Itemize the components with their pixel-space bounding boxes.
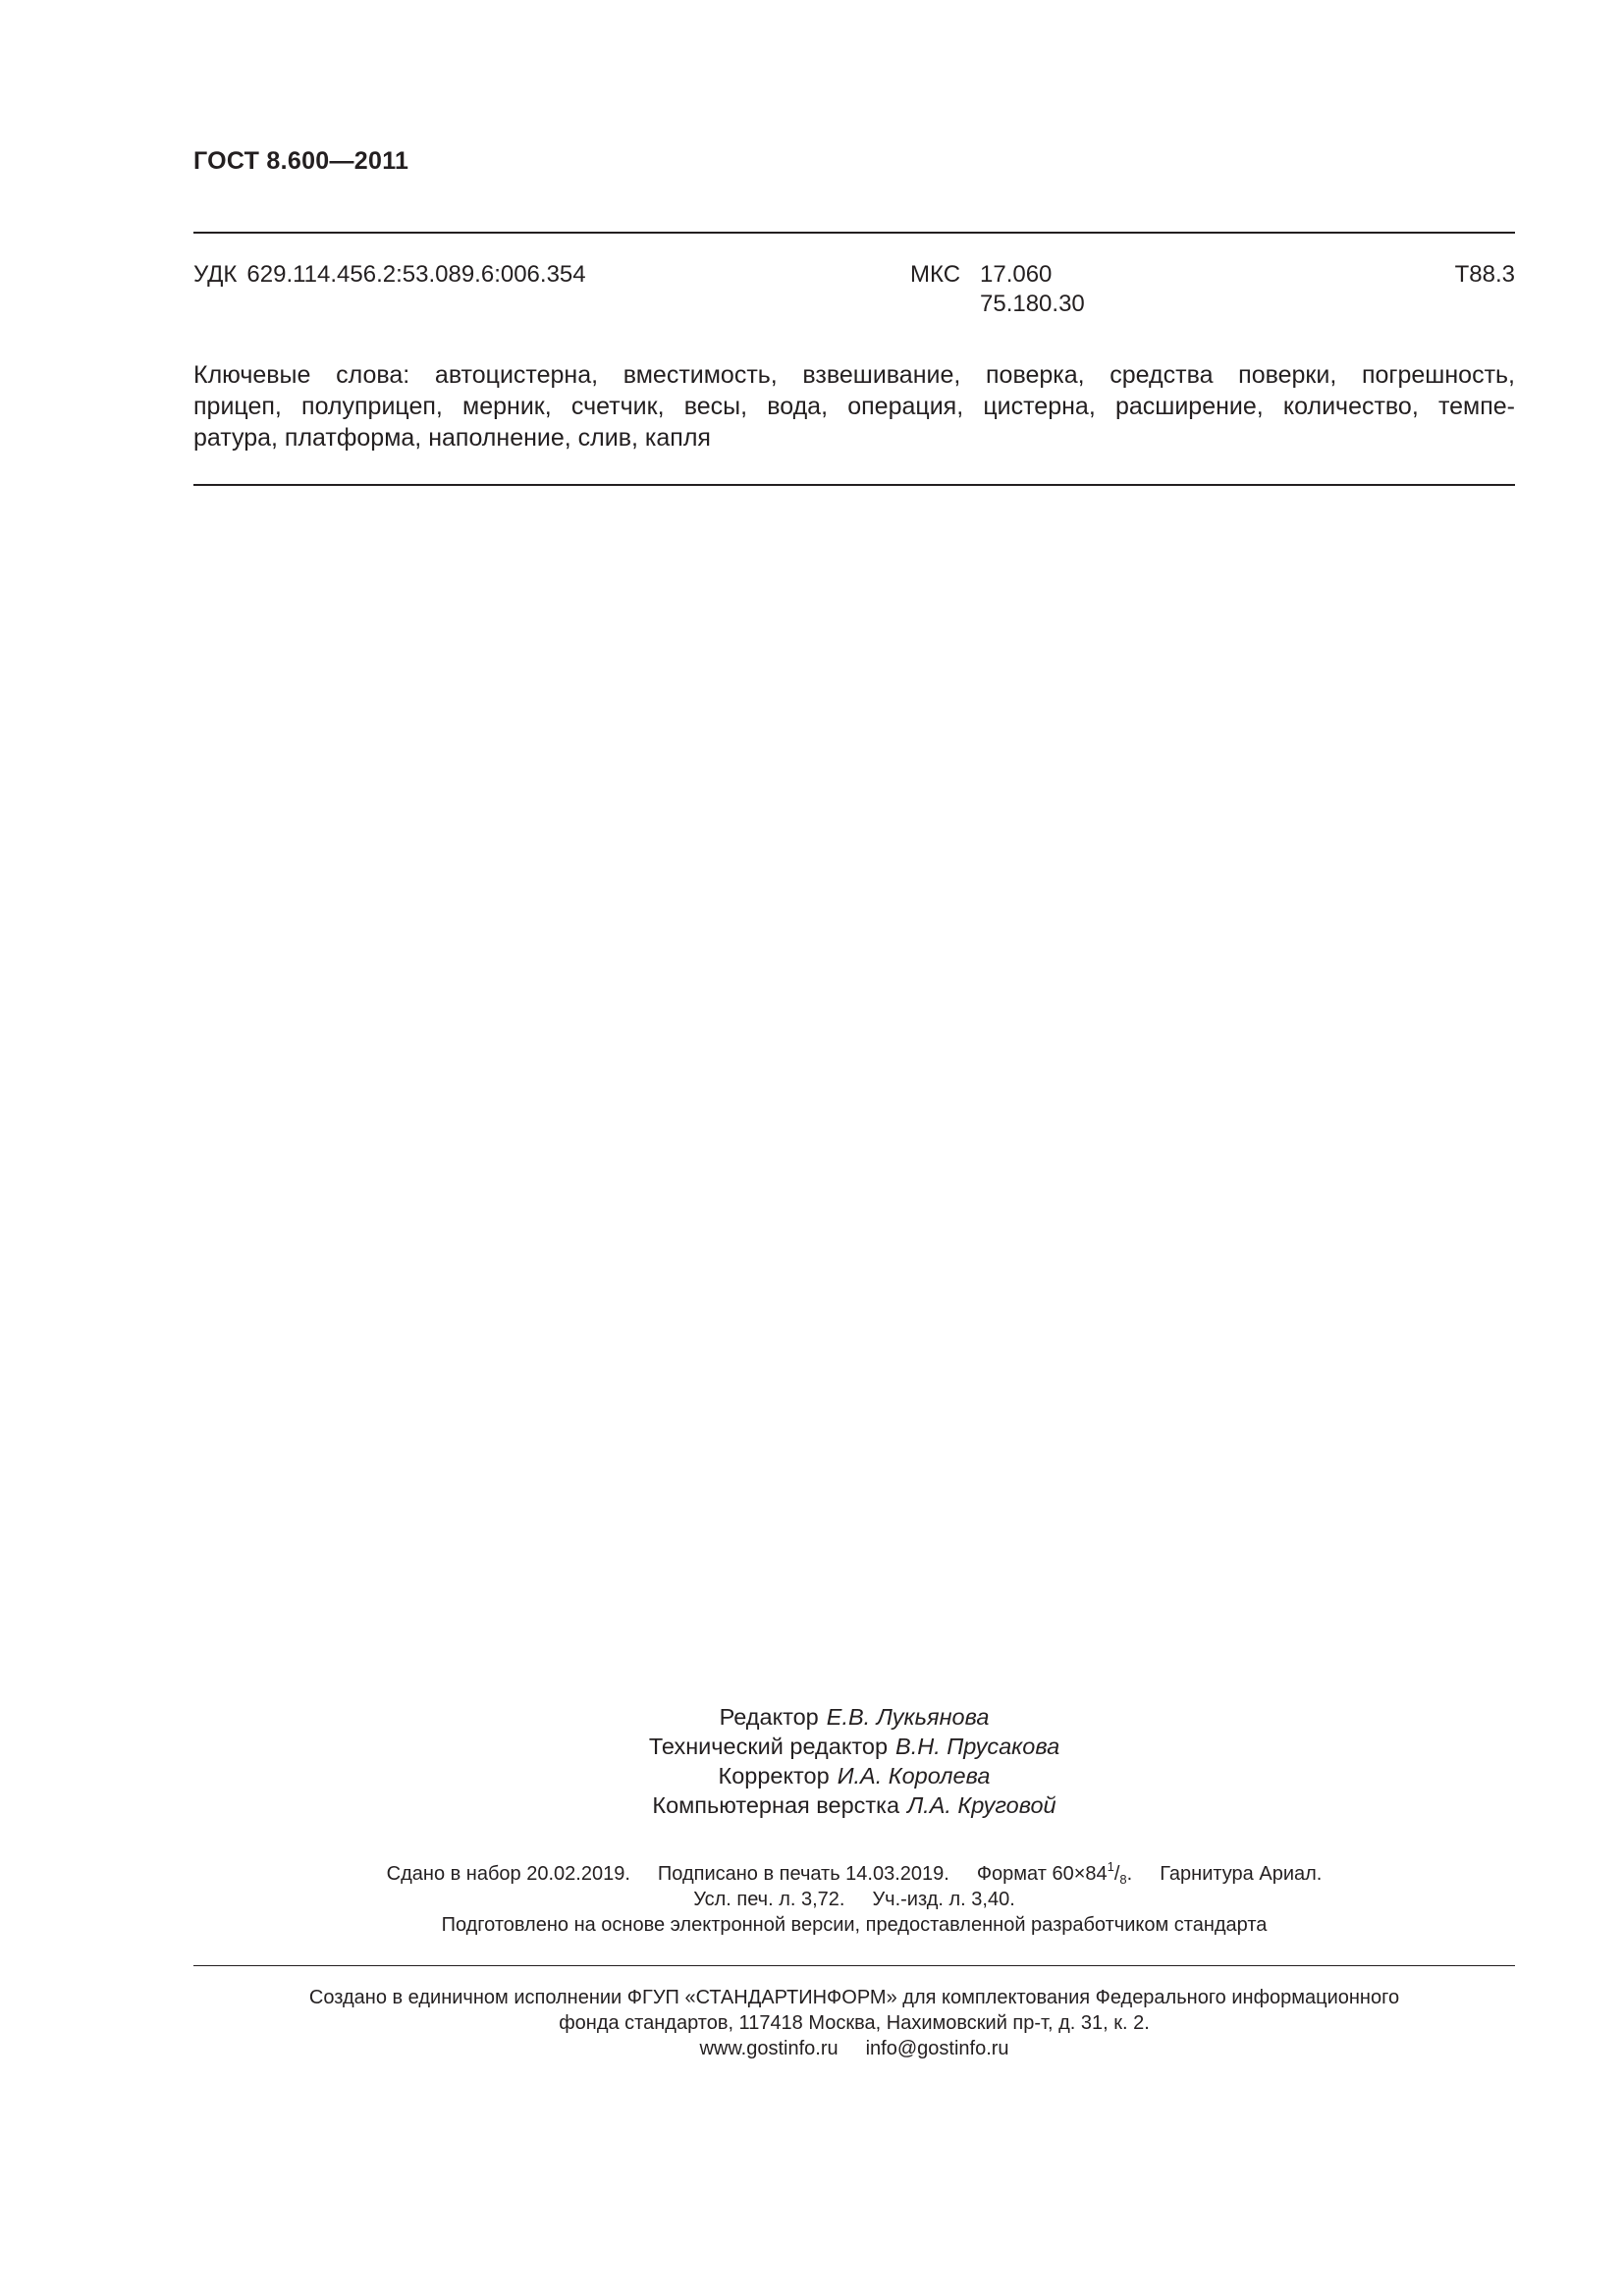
- credit-role: Компьютерная верстка: [652, 1792, 900, 1818]
- publication-dates-row: [193, 1861, 1515, 1887]
- mks-code: 17.060: [980, 261, 1053, 288]
- credit-tech-editor: [193, 1732, 1515, 1761]
- keywords-line: ратура, платформа, наполнение, слив, капля: [193, 424, 711, 452]
- udk-label: УДК: [193, 261, 238, 288]
- publication-sheets-row: [193, 1887, 1515, 1912]
- keywords-divider: [193, 484, 1515, 486]
- udk-classification: [193, 260, 586, 290]
- signed-date: Подписано в печать 14.03.2019.: [657, 1863, 949, 1885]
- mks-code: 75.180.30: [980, 291, 1085, 317]
- credit-role: Технический редактор: [648, 1734, 889, 1759]
- footer-line: фонда стандартов, 117418 Москва, Нахимовский пр-т, д. 31, к. 2.: [559, 2012, 1150, 2034]
- footer-contacts: [193, 2036, 1515, 2061]
- keywords-block: [193, 359, 1515, 454]
- top-divider: [193, 232, 1515, 234]
- credit-name: Л.А. Круговой: [907, 1792, 1056, 1818]
- typeface: Гарнитура Ариал.: [1160, 1863, 1323, 1885]
- udk-code: 629.114.456.2:53.089.6:006.354: [246, 261, 586, 288]
- keywords-line: прицеп, полуприцеп, мерник, счетчик, весы, вода, операция, цистерна, расширение, количество, темпе-: [193, 393, 1515, 420]
- credit-name: Е.В. Лукьянова: [826, 1704, 990, 1730]
- footer-divider: [193, 1965, 1515, 1966]
- credit-name: В.Н. Прусакова: [895, 1734, 1060, 1759]
- mks-code-list: [980, 260, 1085, 319]
- keywords-line: Ключевые слова: автоцистерна, вместимость, взвешивание, поверка, средства поверки, погрешность,: [193, 361, 1515, 389]
- publisher-footer: [193, 1985, 1515, 2061]
- mks-label: МКС: [910, 261, 961, 288]
- credit-proofreader: [193, 1761, 1515, 1790]
- prepared-note: Подготовлено на основе электронной версии, предоставленной разработчиком стандарта: [441, 1914, 1268, 1936]
- email-link[interactable]: info@gostinfo.ru: [865, 2038, 1009, 2059]
- publisher-sheets: Уч.-изд. л. 3,40.: [872, 1889, 1015, 1910]
- credits-block: [193, 1702, 1515, 1820]
- document-code: ГОСТ 8.600—2011: [193, 147, 409, 175]
- okp-code: Т88.3: [1454, 261, 1515, 288]
- print-sheets: Усл. печ. л. 3,72.: [693, 1889, 845, 1910]
- credit-role: Корректор: [718, 1763, 830, 1789]
- credit-layout: [193, 1790, 1515, 1820]
- mks-classification: [910, 260, 1085, 317]
- submitted-date: Сдано в набор 20.02.2019.: [386, 1863, 630, 1885]
- credit-role: Редактор: [719, 1704, 819, 1730]
- footer-line: Создано в единичном исполнении ФГУП «СТАНДАРТИНФОРМ» для комплектования Федерального информационного: [308, 1987, 1400, 2008]
- publication-info: [193, 1861, 1515, 1938]
- paper-format: Формат $60\times 84^1/_8$.: [976, 1859, 1133, 1887]
- website-link[interactable]: www.gostinfo.ru: [699, 2038, 839, 2059]
- credit-editor: [193, 1702, 1515, 1732]
- credit-name: И.А. Королева: [837, 1763, 991, 1789]
